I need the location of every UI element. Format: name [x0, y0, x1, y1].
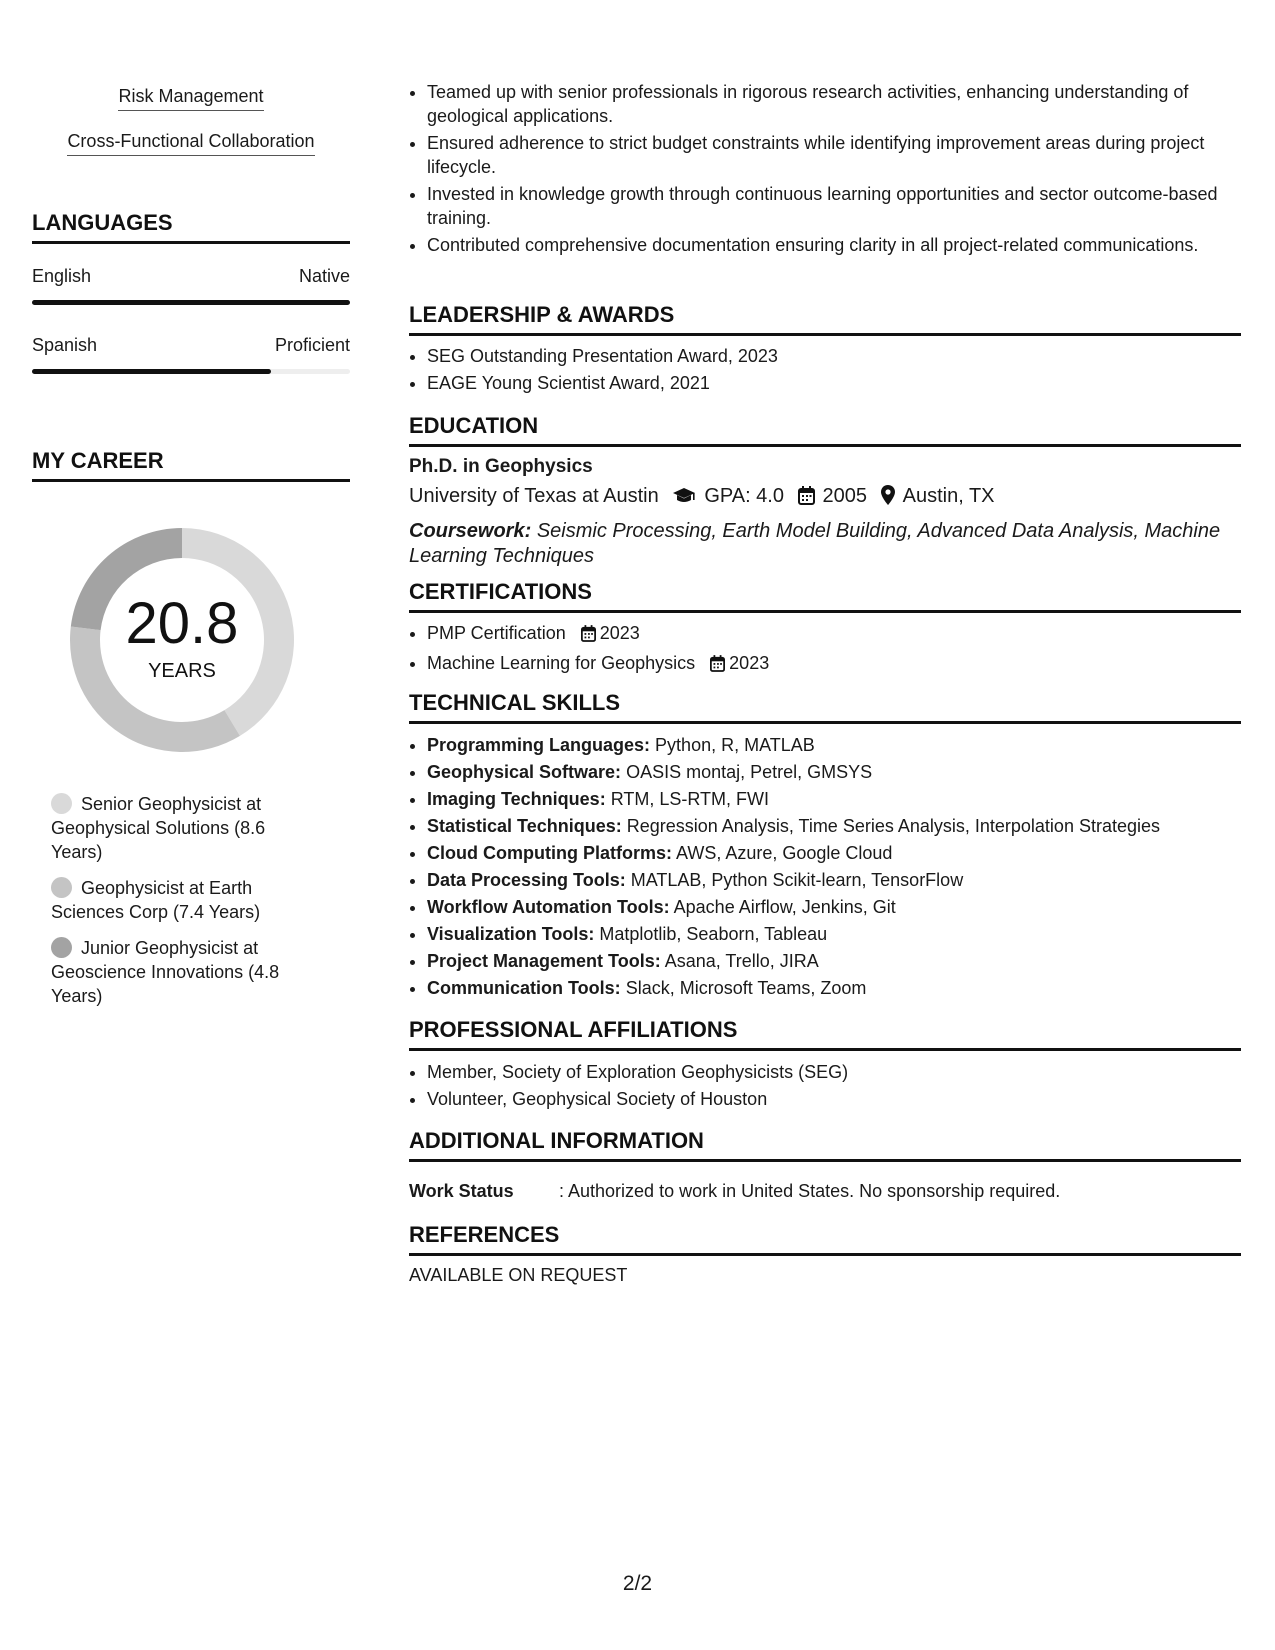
certification-name: PMP Certification: [427, 623, 566, 643]
skill-category: Data Processing Tools:: [427, 870, 626, 890]
list-item: [427, 868, 1259, 892]
skill-tag: [32, 131, 350, 156]
language-bar-fill: [32, 300, 350, 305]
skill-values: Regression Analysis, Time Series Analysis, Interpolation Strategies: [626, 816, 1160, 836]
career-years-label: YEARS: [148, 660, 216, 682]
coursework-label: Coursework:: [409, 520, 532, 542]
certification-name: Machine Learning for Geophysics: [427, 653, 696, 673]
gpa: GPA: 4.0: [704, 485, 784, 507]
list-item: [427, 922, 1259, 946]
references-text: AVAILABLE ON REQUEST: [409, 1265, 628, 1285]
language-level: Proficient: [274, 335, 350, 355]
list-item: • Teamed up with senior professionals in rigorous research activities, enhancing understanding of geological applications.: [427, 80, 1259, 128]
skill-tag-label: Risk Management: [118, 86, 263, 111]
work-status-value: : Authorized to work in United States. No sponsorship required.: [559, 1181, 1061, 1201]
certifications-list: [409, 621, 1259, 681]
skill-values: MATLAB, Python Scikit-learn, TensorFlow: [630, 870, 964, 890]
skill-tag: [32, 86, 350, 111]
list-item: [427, 949, 1259, 973]
work-status-row: [409, 1181, 1241, 1202]
legend-dot-icon: [51, 793, 72, 814]
skill-category: Geophysical Software:: [427, 762, 622, 782]
education-entry: [409, 456, 1241, 569]
technical-skills-list: [409, 733, 1259, 1003]
list-item: [427, 976, 1259, 1000]
list-item: [427, 895, 1259, 919]
language-bar-fill: [32, 369, 271, 374]
list-item: • EAGE Young Scientist Award, 2021: [427, 371, 1259, 395]
language-item: [32, 266, 350, 305]
list-item: [427, 841, 1259, 865]
career-legend: [51, 792, 311, 1018]
list-item: • Contributed comprehensive documentation ensuring clarity in all project-related communications.: [427, 233, 1259, 257]
list-item: [427, 787, 1259, 811]
degree-title: Ph.D. in Geophysics: [409, 456, 593, 477]
legend-item: [51, 792, 311, 864]
list-item: • SEG Outstanding Presentation Award, 2023: [427, 344, 1259, 368]
awards-heading: LEADERSHIP & AWARDS: [409, 302, 1241, 336]
calendar-icon: [710, 654, 725, 678]
list-item: • Ensured adherence to strict budget constraints while identifying improvement areas during project lifecycle.: [427, 131, 1259, 179]
education-heading: EDUCATION: [409, 413, 1241, 447]
legend-item: [51, 936, 311, 1008]
map-pin-icon: [881, 485, 895, 511]
language-bar: [32, 369, 350, 374]
skill-values: Apache Airflow, Jenkins, Git: [673, 897, 896, 917]
graduation-year: 2005: [822, 485, 868, 507]
language-bar: [32, 300, 350, 305]
skill-category: Workflow Automation Tools:: [427, 897, 670, 917]
legend-item: [51, 876, 311, 924]
graduation-cap-icon: [672, 487, 696, 511]
list-item: • Volunteer, Geophysical Society of Houston: [427, 1087, 1259, 1111]
skill-category: Visualization Tools:: [427, 924, 595, 944]
legend-dot-icon: [51, 937, 72, 958]
work-status-label: Work Status: [409, 1181, 514, 1201]
skill-category: Cloud Computing Platforms:: [427, 843, 672, 863]
calendar-icon: [581, 624, 596, 648]
certification-year: 2023: [729, 653, 770, 673]
affiliations-heading: PROFESSIONAL AFFILIATIONS: [409, 1017, 1241, 1051]
calendar-icon: [798, 486, 815, 511]
list-item: • Member, Society of Exploration Geophysicists (SEG): [427, 1060, 1259, 1084]
school-location: Austin, TX: [902, 485, 995, 507]
list-item: [427, 621, 1259, 648]
legend-label: Senior Geophysicist at Geophysical Solutions (8.6 Years): [51, 794, 266, 862]
languages-heading: LANGUAGES: [32, 210, 350, 244]
list-item: [427, 733, 1259, 757]
career-heading: MY CAREER: [32, 448, 350, 482]
language-name: English: [32, 266, 92, 286]
coursework: [409, 519, 1241, 569]
page-number: 2/2: [622, 1572, 653, 1595]
legend-label: Junior Geophysicist at Geoscience Innovations (4.8 Years): [51, 938, 280, 1006]
list-item: [427, 814, 1259, 838]
skill-values: Slack, Microsoft Teams, Zoom: [625, 978, 867, 998]
language-item: [32, 335, 350, 374]
awards-list: [409, 344, 1259, 398]
skill-category: Imaging Techniques:: [427, 789, 606, 809]
certification-year: 2023: [599, 623, 640, 643]
coursework-list: Seismic Processing, Earth Model Building, Advanced Data Analysis, Machine Learning Techniques: [409, 520, 1221, 567]
additional-info-heading: ADDITIONAL INFORMATION: [409, 1128, 1241, 1162]
skill-category: Project Management Tools:: [427, 951, 661, 971]
skill-category: Statistical Techniques:: [427, 816, 622, 836]
references-heading: REFERENCES: [409, 1222, 1241, 1256]
legend-dot-icon: [51, 877, 72, 898]
certifications-heading: CERTIFICATIONS: [409, 579, 1241, 613]
skill-values: Python, R, MATLAB: [655, 735, 815, 755]
career-donut-chart: [62, 520, 302, 760]
skill-values: Matplotlib, Seaborn, Tableau: [599, 924, 828, 944]
list-item: [427, 760, 1259, 784]
skill-values: RTM, LS-RTM, FWI: [610, 789, 770, 809]
technical-skills-heading: TECHNICAL SKILLS: [409, 690, 1241, 724]
language-level: Native: [298, 266, 350, 286]
affiliations-list: [409, 1060, 1259, 1114]
skill-values: Asana, Trello, JIRA: [664, 951, 819, 971]
skill-values: OASIS montaj, Petrel, GMSYS: [626, 762, 873, 782]
list-item: • Invested in knowledge growth through continuous learning opportunities and sector outcome-based training.: [427, 182, 1259, 230]
skill-values: AWS, Azure, Google Cloud: [676, 843, 893, 863]
skill-tag-label: Cross-Functional Collaboration: [67, 131, 314, 156]
list-item: [427, 651, 1259, 678]
legend-label: Geophysicist at Earth Sciences Corp (7.4 Years): [51, 878, 261, 922]
skill-category: Programming Languages:: [427, 735, 651, 755]
experience-bullets: [409, 80, 1259, 260]
skill-category: Communication Tools:: [427, 978, 621, 998]
education-details: [409, 485, 1241, 511]
career-total-years: 20.8: [125, 591, 239, 656]
language-name: Spanish: [32, 335, 98, 355]
school-name: University of Texas at Austin: [409, 485, 659, 507]
